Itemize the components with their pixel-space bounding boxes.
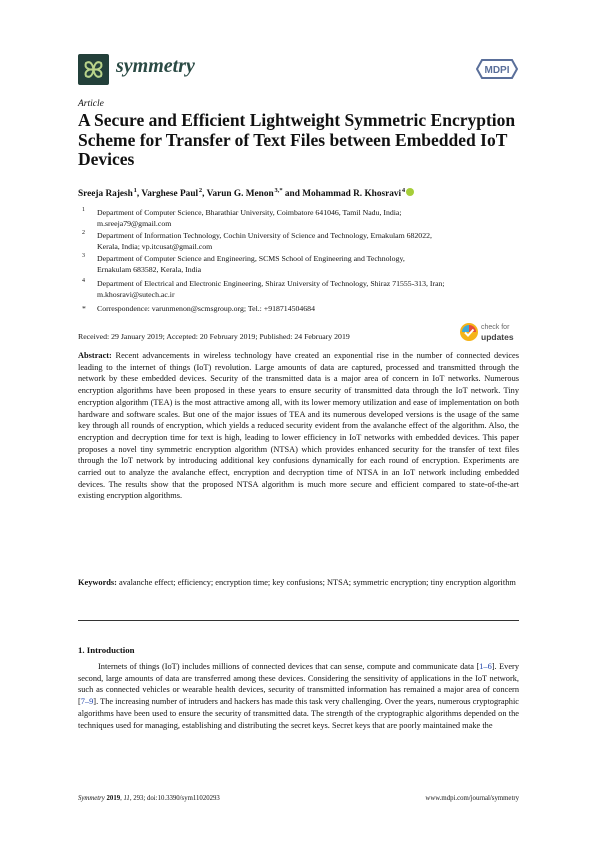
section-heading: 1. Introduction bbox=[78, 645, 135, 655]
author-affiliation-mark: 1 bbox=[133, 187, 137, 194]
check-updates-line2: updates bbox=[481, 332, 514, 342]
affiliation-email[interactable]: m.khosravi@sutech.ac.ir bbox=[97, 290, 175, 299]
author-affiliation-mark: 4 bbox=[401, 187, 406, 194]
check-updates-line1: check for bbox=[481, 324, 510, 331]
abstract-text: Recent advancements in wireless technology have created an exponential rise in the number of connected devices leading to the internet of things (IoT) revolution. Large amounts of data are captured, processed and transmitted through the network by these embedded devices. Security of the transmitted data is a major area of concern in IoT networks. Numerous encryption algorithms have been proposed in these years to ensure security of transmitted data through the IoT network. Tiny encryption algorithm (TEA) is the most attractive among all, with its lower memory utilization and ease of implementation on both hardware and software scales. But one of the major issues of TEA and its numerous developed versions is the usage of the same key through all rounds of encryption, which yields a reduced security evident from the avalanche effect of the algorithm. Also, the encryption and decryption time for text is high, leading to lower efficiency in IoT networks with embedded devices. This paper proposes a novel tiny symmetric encryption algorithm (NTSA) which provides enhanced security for the transfer of text files through the IoT network by introducing additional key confusions dynamically for each round of encryption. Experiments are carried out to analyze the avalanche effect, encryption and decryption time of NTSA in an IoT network including embedded devices. The results show that the proposed NTSA algorithm is much more secure and efficient compared to state-of-the-art existing encryption algorithms. bbox=[78, 351, 519, 501]
correspondence-mark: * bbox=[82, 304, 86, 313]
author-name[interactable]: Varghese Paul bbox=[141, 189, 199, 200]
check-updates-badge[interactable] bbox=[459, 320, 529, 344]
mdpi-hexagon-icon bbox=[476, 58, 518, 80]
affiliation-number: 1 bbox=[82, 207, 85, 213]
symmetry-leaf-icon bbox=[78, 54, 109, 85]
mdpi-logo[interactable] bbox=[476, 58, 518, 80]
author-separator: , bbox=[136, 189, 142, 200]
check-updates-icon bbox=[459, 322, 479, 342]
article-title: A Secure and Efficient Lightweight Symmetric Encryption Scheme for Transfer of Text Files between Embedded IoT Devices bbox=[78, 110, 516, 169]
affiliation-number: 4 bbox=[82, 278, 85, 284]
citation-link[interactable]: 7–9 bbox=[80, 697, 94, 707]
mdpi-logo-text: MDPI bbox=[484, 65, 510, 76]
affiliation-number: 2 bbox=[82, 230, 85, 236]
author-name[interactable]: Sreeja Rajesh bbox=[78, 189, 133, 200]
footer-volume: 11 bbox=[123, 795, 130, 802]
footer-journal-url[interactable]: www.mdpi.com/journal/symmetry bbox=[425, 795, 519, 802]
affiliation-text-line2: Kerala, India; vp.itcusat@gmail.com bbox=[97, 242, 213, 251]
author-list bbox=[78, 187, 414, 199]
abstract-label: Abstract: bbox=[78, 351, 112, 360]
footer-doi[interactable]: , 293; doi:10.3390/sym11020293 bbox=[129, 795, 220, 802]
keywords-label: Keywords: bbox=[78, 578, 117, 587]
affiliation-text: Department of Electrical and Electronic Engineering, Shiraz University of Technology, Shiraz 71555-313, Iran; bbox=[97, 279, 445, 288]
correspondence-text[interactable]: Correspondence: varunmenon@scmsgroup.org; Tel.: +918714504684 bbox=[97, 304, 315, 313]
keywords bbox=[78, 577, 519, 589]
journal-name[interactable]: symmetry bbox=[116, 55, 195, 77]
intro-text: ]. The increasing number of intruders and hackers has made this task very challenging. Over the years, numerous cryptographic algorithms have been used to ensure the security of transmitted data. The strength of the cryptographic algorithms depended on the techniques used for managing, establishing and distributing the secret keys. Secret keys that are poorly maintained make the bbox=[78, 697, 519, 730]
citation-link[interactable]: 1–6 bbox=[479, 662, 492, 671]
author-name[interactable]: Mohammad R. Khosravi bbox=[302, 189, 402, 200]
footer-citation: Symmetry 2019, 11, 293; doi:10.3390/sym11020293 bbox=[78, 795, 220, 802]
footer-journal: Symmetry bbox=[78, 795, 105, 802]
intro-text: Internets of things (IoT) includes millions of connected devices that can sense, compute and communicate data [ bbox=[98, 662, 480, 671]
orcid-icon[interactable] bbox=[406, 188, 414, 196]
author-separator: and bbox=[282, 189, 303, 200]
footer-year: 2019 bbox=[106, 795, 121, 802]
keywords-text: avalanche effect; efficiency; encryption time; key confusions; NTSA; symmetric encryption; tiny encryption algorithm bbox=[119, 578, 516, 587]
affiliation-text: Department of Information Technology, Cochin University of Science and Technology, Ernakulam 682022, bbox=[97, 231, 432, 240]
author-separator: , bbox=[202, 189, 207, 200]
affiliation-text-line2: Ernakulam 683582, Kerala, India bbox=[97, 265, 202, 274]
intro-text: ]. Every second, large amounts of data are transferred among these devices. Considering the sensitivity of applications in the IoT network, such as connected vehicles or wearable health devices, security of transmitted information has remained a major area of concern [ bbox=[78, 662, 519, 707]
author-affiliation-mark: 2 bbox=[198, 187, 203, 194]
section-divider bbox=[78, 620, 519, 621]
abstract bbox=[78, 350, 519, 502]
publication-dates: Received: 29 January 2019; Accepted: 20 February 2019; Published: 24 February 2019 bbox=[78, 332, 350, 341]
author-affiliation-mark: 3,* bbox=[274, 187, 283, 194]
affiliation-text: Department of Computer Science, Bharathiar University, Coimbatore 641046, Tamil Nadu, India; bbox=[97, 208, 402, 217]
introduction-paragraph bbox=[78, 661, 519, 731]
article-type: Article bbox=[78, 99, 104, 109]
journal-logo[interactable] bbox=[78, 54, 109, 85]
author-name[interactable]: Varun G. Menon bbox=[206, 189, 274, 200]
affiliation-text: Department of Computer Science and Engineering, SCMS School of Engineering and Technology, bbox=[97, 254, 405, 263]
affiliation-number: 3 bbox=[82, 253, 85, 259]
affiliation-email[interactable]: m.sreeja79@gmail.com bbox=[97, 219, 172, 228]
